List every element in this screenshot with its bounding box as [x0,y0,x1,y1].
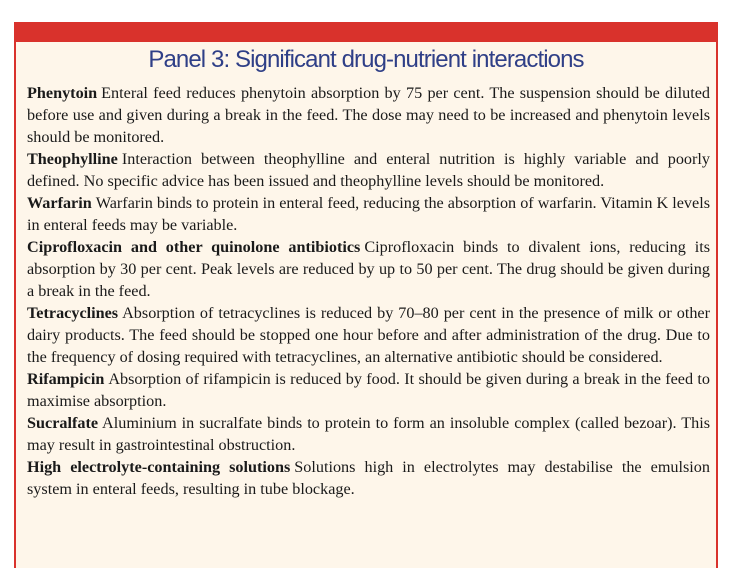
panel-title: Panel 3: Significant drug-nutrient interactions [148,46,584,73]
drug-description: Absorption of rifampicin is reduced by food. It should be given during a break in the feed to maximise absorption. [27,370,710,410]
drug-description: Enteral feed reduces phenytoin absorption by 75 per cent. The suspension should be diluted before use and given during a break in the feed. The dose may need to be increased and phenytoin levels should be monitored. [27,84,710,146]
drug-name: Phenytoin [27,84,98,102]
entry-rifampicin [27,368,710,412]
drug-description: Solutions high in electrolytes may destabilise the emulsion system in enteral feeds, resulting in tube blockage. [27,458,710,498]
panel-top-bar [16,22,716,42]
entry-phenytoin [27,82,710,148]
drug-name: Rifampicin [27,370,105,388]
entry-warfarin [27,192,710,236]
entry-sucralfate [27,412,710,456]
entry-theophylline [27,148,710,192]
drug-description: Ciprofloxacin binds to divalent ions, reducing its absorption by 30 per cent. Peak levels are reduced by up to 50 per cent. The drug should be given during a break in the feed. [27,238,710,300]
drug-name: Sucralfate [27,414,99,432]
drug-name: Tetracyclines [27,304,119,322]
drug-name: Warfarin [27,194,92,212]
entry-electrolyte-solutions [27,456,710,500]
interaction-panel [14,22,718,568]
drug-description: Warfarin binds to protein in enteral feed, reducing the absorption of warfarin. Vitamin K levels in enteral feeds may be variable. [27,194,710,234]
drug-description: Aluminium in sucralfate binds to protein to form an insoluble complex (called bezoar). This may result in gastrointestinal obstruction. [27,414,710,454]
entry-ciprofloxacin [27,236,710,302]
drug-name: Ciprofloxacin and other quinolone antibiotics [27,238,361,256]
drug-name: Theophylline [27,150,118,168]
entry-tetracyclines [27,302,710,368]
drug-description: Absorption of tetracyclines is reduced by 70–80 per cent in the presence of milk or other dairy products. The feed should be stopped one hour before and after administration of the drug. Due to the frequency of dosing required with tetracyclines, an alternative antibiotic should be considered. [27,304,710,366]
drug-name: High electrolyte-containing solutions [27,458,291,476]
drug-description: Interaction between theophylline and enteral nutrition is highly variable and poorly defined. No specific advice has been issued and theophylline levels should be monitored. [27,150,710,190]
entry-list [27,82,710,500]
